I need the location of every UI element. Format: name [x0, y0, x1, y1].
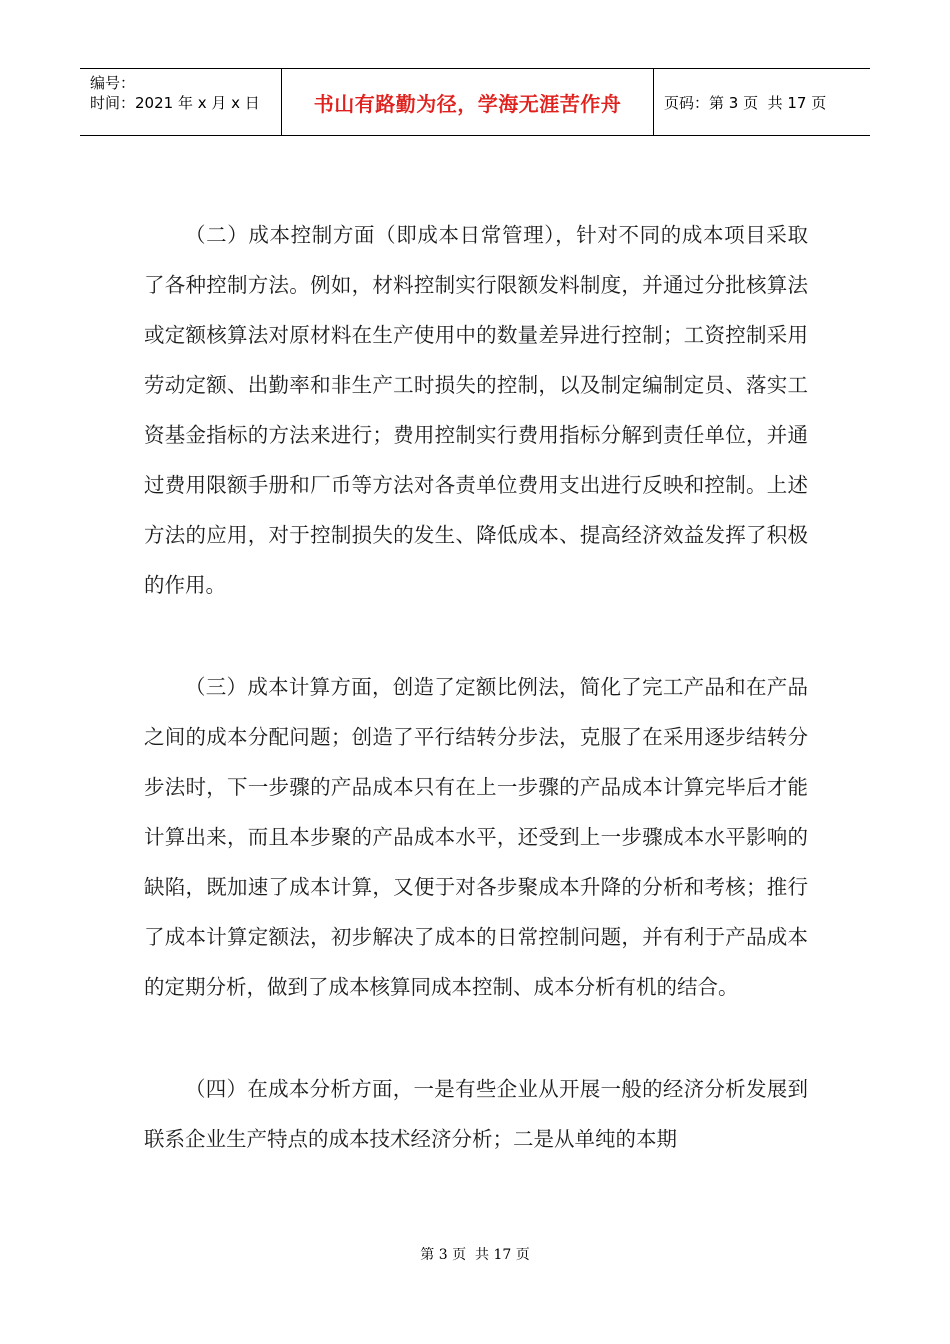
page-footer: 第 3 页 共 17 页	[420, 1247, 530, 1263]
paragraph-cost-calculation: （三）成本计算方面，创造了定额比例法，简化了完工产品和在产品之间的成本分配问题；创造了平行结转分步法，克服了在采用逐步结转分步法时，下一步骤的产品成本只有在上一步骤的产品成本计算完毕后才能计算出来，而且本步聚的产品成本水平，还受到上一步骤成本水平影响的缺陷，既加速了成本计算，又便于对各步聚成本升降的分析和考核；推行了成本计算定额法，初步解决了成本的日常控制问题，并有利于产品成本的定期分析，做到了成本核算同成本控制、成本分析有机的结合。	[144, 675, 808, 999]
document-body	[144, 210, 808, 1216]
header-motto: 书山有路勤为径，学海无涯苦作舟	[282, 69, 654, 135]
document-number-label: 编号：	[90, 74, 136, 92]
paragraph-cost-control: （二）成本控制方面（即成本日常管理），针对不同的成本项目采取了各种控制方法。例如，材料控制实行限额发料制度，并通过分批核算法或定额核算法对原材料在生产使用中的数量差异进行控制；工资控制采用劳动定额、出勤率和非生产工时损失的控制，以及制定编制定员、落实工资基金指标的方法来进行；费用控制实行费用指标分解到责任单位，并通过费用限额手册和厂币等方法对各责单位费用支出进行反映和控制。上述方法的应用，对于控制损失的发生、降低成本、提高经济效益发挥了积极的作用。	[144, 223, 808, 597]
header-meta	[80, 69, 282, 135]
header-page-info: 页码：第 3 页 共 17 页	[664, 93, 827, 112]
document-date-label: 时间：2021 年 x 月 x 日	[90, 94, 260, 112]
document-header	[80, 68, 870, 136]
paragraph-cost-analysis: （四）在成本分析方面，一是有些企业从开展一般的经济分析发展到联系企业生产特点的成本技术经济分析；二是从单纯的本期	[144, 1077, 808, 1151]
